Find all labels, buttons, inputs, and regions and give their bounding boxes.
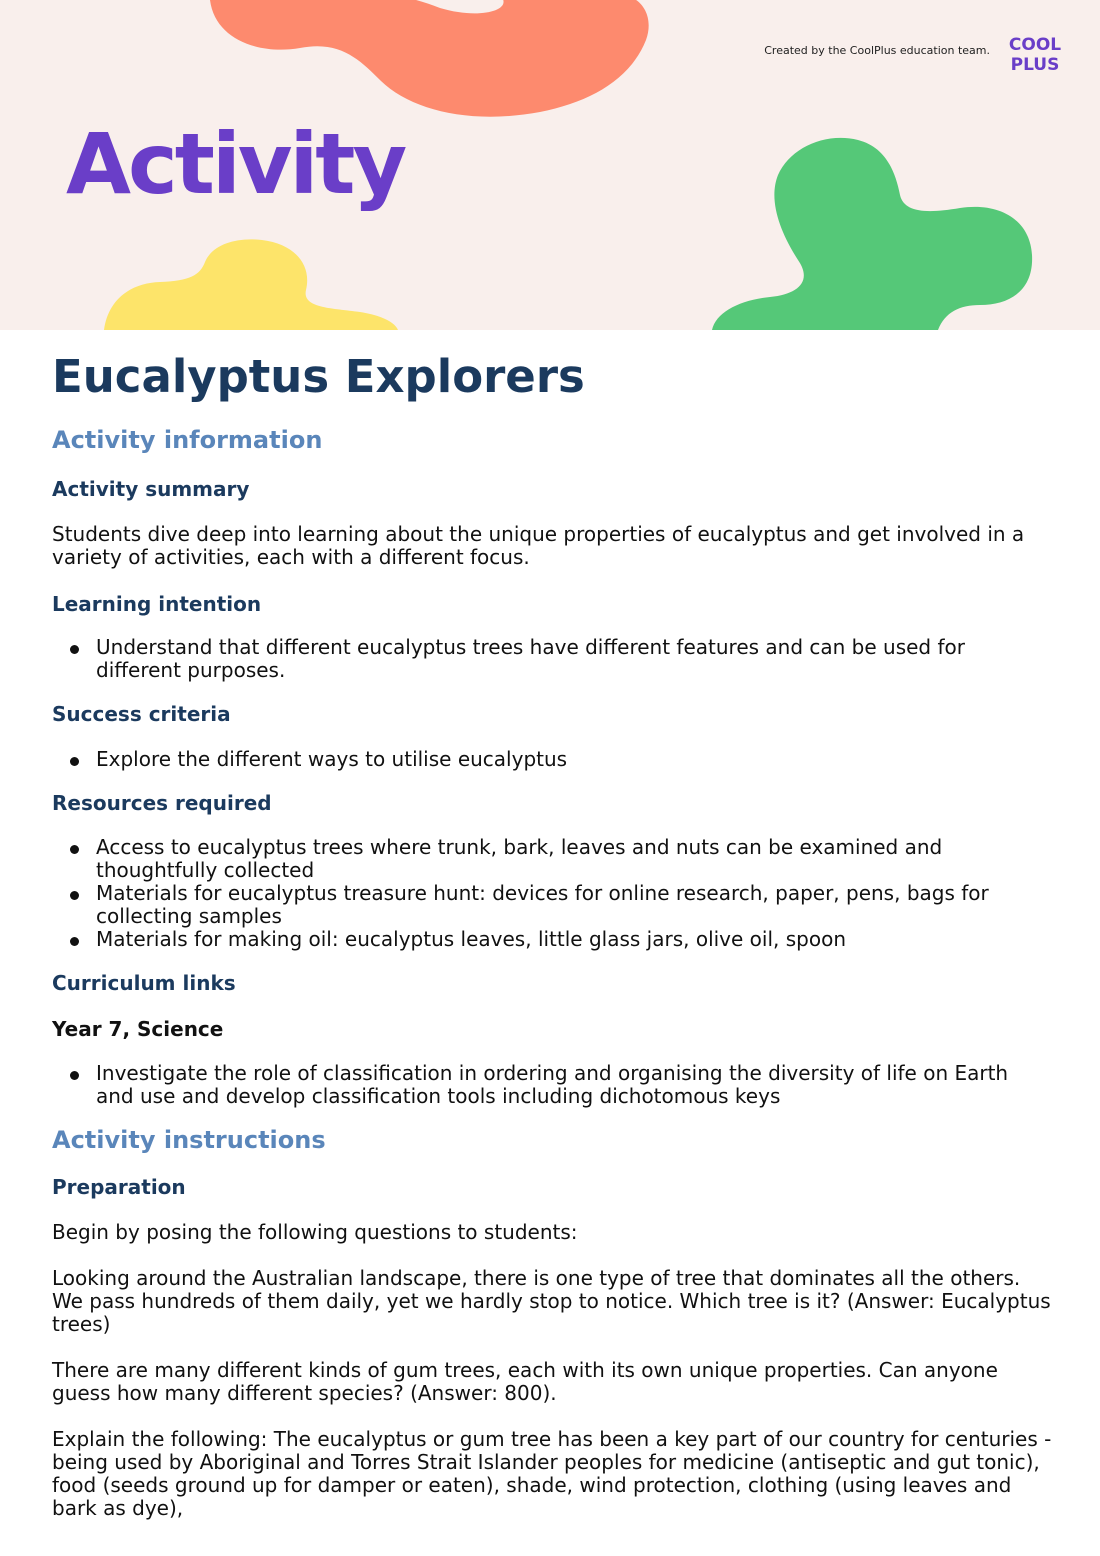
yellow-blob: [104, 239, 398, 330]
coral-blob: [210, 0, 649, 117]
resources-heading: Resources required: [52, 790, 272, 815]
document-content: [52, 350, 1052, 1520]
preparation-paragraph: Looking around the Australian landscape, there is one type of tree that dominates all the others. We pass hundreds of them daily, yet we hardly stop to notice. Which tree is it? (Answer: Eucalyptus trees): [52, 1265, 1051, 1336]
success-criteria-list: [52, 748, 1052, 771]
preparation-heading: Preparation: [52, 1174, 186, 1199]
list-item: Materials for making oil: eucalyptus leaves, little glass jars, olive oil, spoon: [52, 928, 1052, 951]
banner-title: Activity: [66, 115, 405, 213]
activity-summary-heading: Activity summary: [52, 476, 250, 501]
credit-text: Created by the CoolPlus education team.: [764, 44, 990, 57]
svg-text:PLUS: PLUS: [1010, 55, 1060, 73]
resources-list: [52, 836, 1052, 951]
list-item: Explore the different ways to utilise eucalyptus: [52, 748, 1052, 771]
curriculum-list: [52, 1062, 1052, 1108]
header-banner: [0, 0, 1100, 330]
preparation-paragraph: Begin by posing the following questions to students:: [52, 1219, 578, 1244]
svg-text:COOL: COOL: [1008, 35, 1062, 55]
curriculum-year: Year 7, Science: [52, 1016, 224, 1041]
page-title: Eucalyptus Explorers: [52, 350, 585, 403]
activity-summary-text: Students dive deep into learning about the unique properties of eucalyptus and get involved in a variety of activities, each with a different focus.: [52, 521, 1025, 569]
list-item: Understand that different eucalyptus trees have different features and can be used for different purposes.: [52, 636, 1052, 682]
preparation-paragraph: There are many different kinds of gum trees, each with its own unique properties. Can anyone guess how many different species? (Answer: 800).: [52, 1357, 998, 1405]
list-item: Investigate the role of classification in ordering and organising the diversity of life on Earth and use and develop classification tools including dichotomous keys: [52, 1062, 1052, 1108]
coolplus-logo: [1002, 33, 1068, 73]
activity-information-heading: Activity information: [52, 426, 323, 454]
list-item: Materials for eucalyptus treasure hunt: devices for online research, paper, pens, bags for collecting samples: [52, 882, 1052, 928]
learning-intention-list: [52, 636, 1052, 682]
success-criteria-heading: Success criteria: [52, 701, 231, 726]
green-blob: [712, 138, 1032, 330]
list-item: Access to eucalyptus trees where trunk, bark, leaves and nuts can be examined and thoughtfully collected: [52, 836, 1052, 882]
activity-instructions-heading: Activity instructions: [52, 1125, 326, 1154]
learning-intention-heading: Learning intention: [52, 591, 262, 616]
curriculum-links-heading: Curriculum links: [52, 970, 236, 995]
preparation-paragraph: Explain the following: The eucalyptus or gum tree has been a key part of our country for centuries - being used by Aboriginal and Torres Strait Islander peoples for medicine (antiseptic and gut tonic), food (seeds ground up for damper or eaten), shade, wind protection, clothing (using leaves and bark as dye),: [52, 1426, 1052, 1520]
